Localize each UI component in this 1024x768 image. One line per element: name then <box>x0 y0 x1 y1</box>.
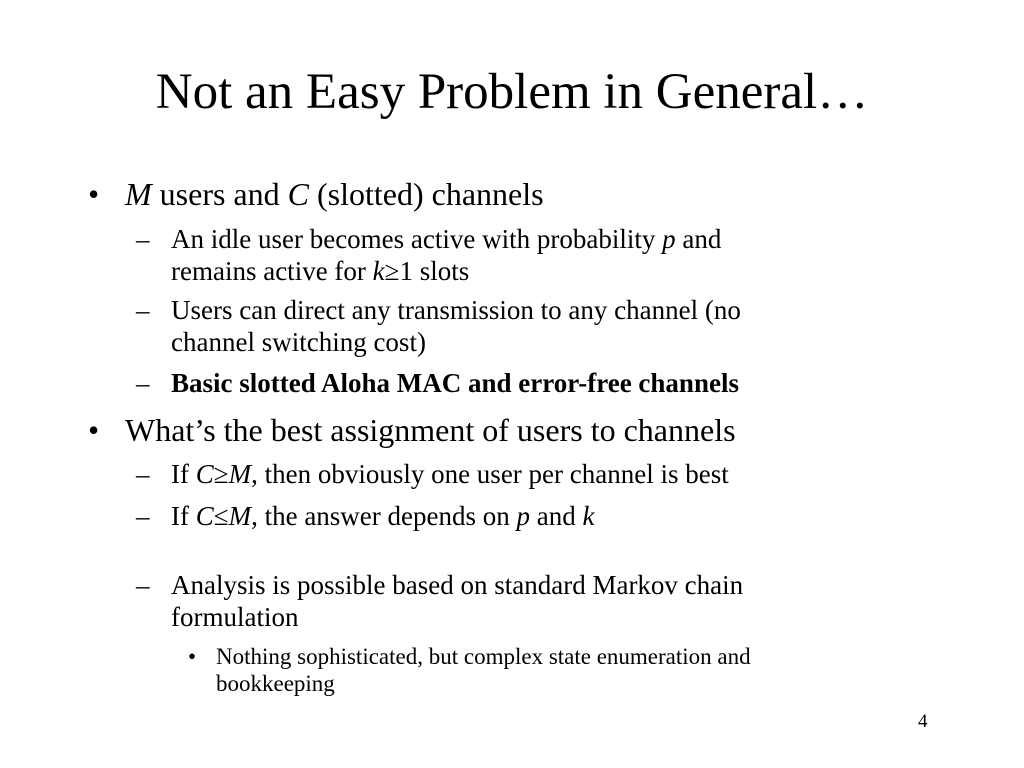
dash-marker: – <box>136 295 150 325</box>
sub-bullet-text: An idle user becomes active with probability p and remains active for k≥1 slots <box>171 224 722 286</box>
var-m: M <box>125 176 152 212</box>
sub-sub-bullet-text: Nothing sophisticated, but complex state enumeration and bookkeeping <box>216 644 751 696</box>
dash-marker: – <box>136 368 150 398</box>
var-k: k <box>372 256 385 286</box>
var-p: p <box>516 501 531 531</box>
dash-marker: – <box>136 224 150 254</box>
bullet-marker: • <box>88 176 100 212</box>
var-m: M <box>228 459 252 489</box>
page-number: 4 <box>918 711 928 732</box>
sub-bullet-text: If C≤M, the answer depends on p and k <box>171 501 595 531</box>
slide-title: Not an Easy Problem in General… <box>155 64 869 120</box>
sub-bullet-text: Users can direct any transmission to any channel (no channel switching cost) <box>171 295 741 357</box>
var-c: C <box>287 176 309 212</box>
var-p: p <box>662 224 676 254</box>
var-c: C <box>195 501 214 531</box>
bullet-marker: • <box>88 412 100 448</box>
dash-marker: – <box>136 501 150 531</box>
dash-marker: – <box>136 459 150 489</box>
sub-bullet-text: Analysis is possible based on standard Markov chain formulation <box>171 570 744 632</box>
bullet-text: M users and C (slotted) channels <box>125 176 544 212</box>
var-k: k <box>582 501 595 531</box>
bullet-text: What’s the best assignment of users to channels <box>125 412 736 448</box>
var-m: M <box>228 501 252 531</box>
var-c: C <box>195 459 214 489</box>
sub-bullet-text: Basic slotted Aloha MAC and error-free channels <box>171 368 739 398</box>
sub-bullet-text: If C≥M, then obviously one user per channel is best <box>171 459 729 489</box>
dash-marker: – <box>136 570 150 600</box>
bullet-marker: • <box>188 644 197 669</box>
